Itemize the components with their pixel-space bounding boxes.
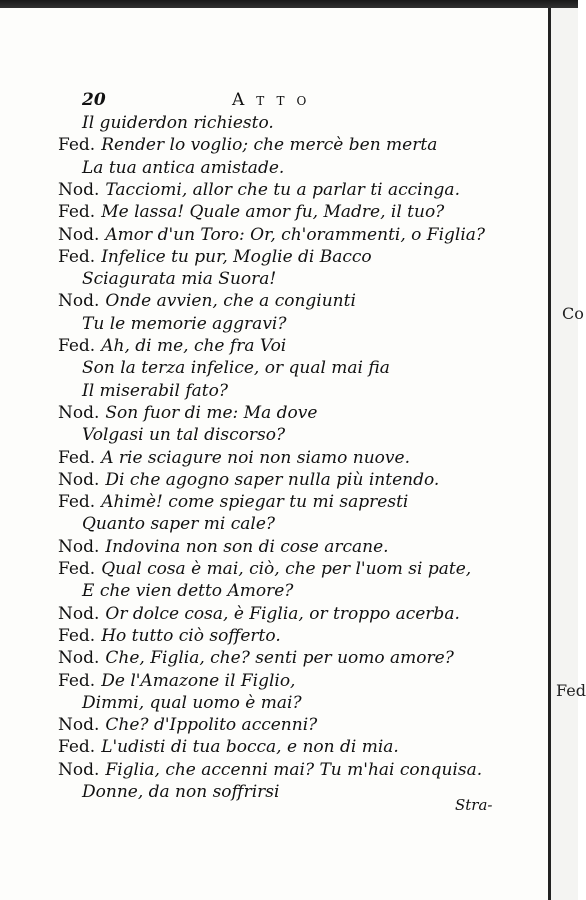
dialogue-line [58,402,317,424]
dialogue-line [58,558,471,580]
dialogue-line [58,179,460,201]
dialogue-line [58,134,437,156]
line-text: E che vien detto Amore? [82,581,294,602]
line-text: Indovina non son di cose arcane. [105,536,389,557]
line-text: Infelice tu pur, Moglie di Bacco [101,246,372,267]
line-text: Render lo voglio; che mercè ben merta [101,135,438,156]
line-text: Che? d'Ippolito accenni? [105,715,318,736]
speaker-label: Nod. [58,291,100,312]
dialogue-line [58,714,317,736]
speaker-label: Fed. [58,737,96,758]
dialogue-line [82,313,286,335]
line-text: L'udisti di tua bocca, e non di mia. [101,737,399,758]
line-text: De l'Amazone il Figlio, [101,670,296,691]
speaker-label: Fed. [58,492,96,513]
dialogue-line [58,603,460,625]
speaker-label: Nod. [58,469,100,490]
line-text: Sciagurata mia Suora! [82,269,277,290]
speaker-label: Fed. [58,670,96,691]
dialogue-line [82,112,274,134]
dialogue-line [58,670,295,692]
speaker-label: Fed. [58,135,96,156]
line-text: Ho tutto ciò sofferto. [101,625,281,646]
page-number: 20 [82,90,106,110]
line-text: Or dolce cosa, è Figlia, or troppo acerba. [105,603,460,624]
speaker-label: Fed. [58,559,96,579]
dialogue-line [82,268,276,290]
line-text: Il miserabil fato? [82,380,228,401]
dialogue-line [82,424,285,446]
dialogue-line [58,625,281,647]
speaker-label: Fed. [58,447,96,468]
running-title: Atto [232,90,319,110]
dialogue-line [82,157,284,179]
dialogue-line [58,491,408,513]
dialogue-line [58,759,482,781]
line-text: Dimmi, qual uomo è mai? [82,692,302,713]
line-text: Son fuor di me: Ma dove [105,402,318,423]
line-text: Figlia, che accenni mai? Tu m'hai conquisa. [105,759,483,780]
dialogue-line [58,647,454,669]
book-page [0,8,548,900]
speaker-label: Fed. [58,246,96,267]
dialogue-line [82,781,279,803]
dialogue-line [58,246,372,268]
speaker-label: Fed. [58,336,96,356]
line-text: Me lassa! Quale amor fu, Madre, il tuo? [101,202,445,223]
line-text: Tu le memorie aggravi? [82,313,287,334]
facing-page-text-bottom: Fed [556,681,586,700]
line-text: Qual cosa è mai, ciò, che per l'uom si pate, [101,559,472,579]
speaker-label: Nod. [58,179,100,200]
catchword: Stra- [455,796,493,814]
dialogue-line [58,201,444,223]
speaker-label: Nod. [58,224,100,245]
dialogue-line [58,224,485,246]
speaker-label: Nod. [58,648,100,669]
line-text: Di che agogno saper nulla più intendo. [105,469,440,490]
line-text: Ahimè! come spiegar tu mi sapresti [101,492,409,513]
line-text: La tua antica amistade. [82,157,285,178]
speaker-label: Nod. [58,759,100,780]
speaker-label: Nod. [58,402,100,423]
dialogue-line [58,469,439,491]
facing-page-edge [548,8,586,900]
line-text: A rie sciagure noi non siamo nuove. [101,447,410,468]
dialogue-line [82,357,390,379]
line-text: Onde avvien, che a congiunti [105,291,356,312]
dialogue-line [58,335,286,357]
dialogue-line [58,290,356,312]
page-header [82,90,382,114]
speaker-label: Fed. [58,625,96,646]
dialogue-line [82,580,293,602]
dialogue-line [58,536,389,558]
line-text: Tacciomi, allor che tu a parlar ti accinga. [105,179,460,200]
dialogue-line [58,447,410,469]
line-text: Quanto saper mi cale? [82,514,276,535]
speaker-label: Nod. [58,715,100,736]
line-text: Volgasi un tal discorso? [82,425,286,446]
line-text: Il guiderdon richiesto. [82,113,274,133]
dialogue-line [82,513,275,535]
speaker-label: Nod. [58,536,100,557]
dialogue-line [58,736,399,758]
line-text: Ah, di me, che fra Voi [101,336,287,356]
line-text: Che, Figlia, che? senti per uomo amore? [105,648,454,669]
dialogue-line [82,692,302,714]
line-text: Son la terza infelice, or qual mai fia [82,358,390,379]
line-text: Amor d'un Toro: Or, ch'orammenti, o Figlia? [105,224,486,245]
speaker-label: Nod. [58,603,100,624]
dialogue-line [82,380,228,402]
speaker-label: Fed. [58,202,96,223]
line-text: Donne, da non soffrirsi [82,782,280,802]
facing-page-text-top: Co [562,304,584,323]
